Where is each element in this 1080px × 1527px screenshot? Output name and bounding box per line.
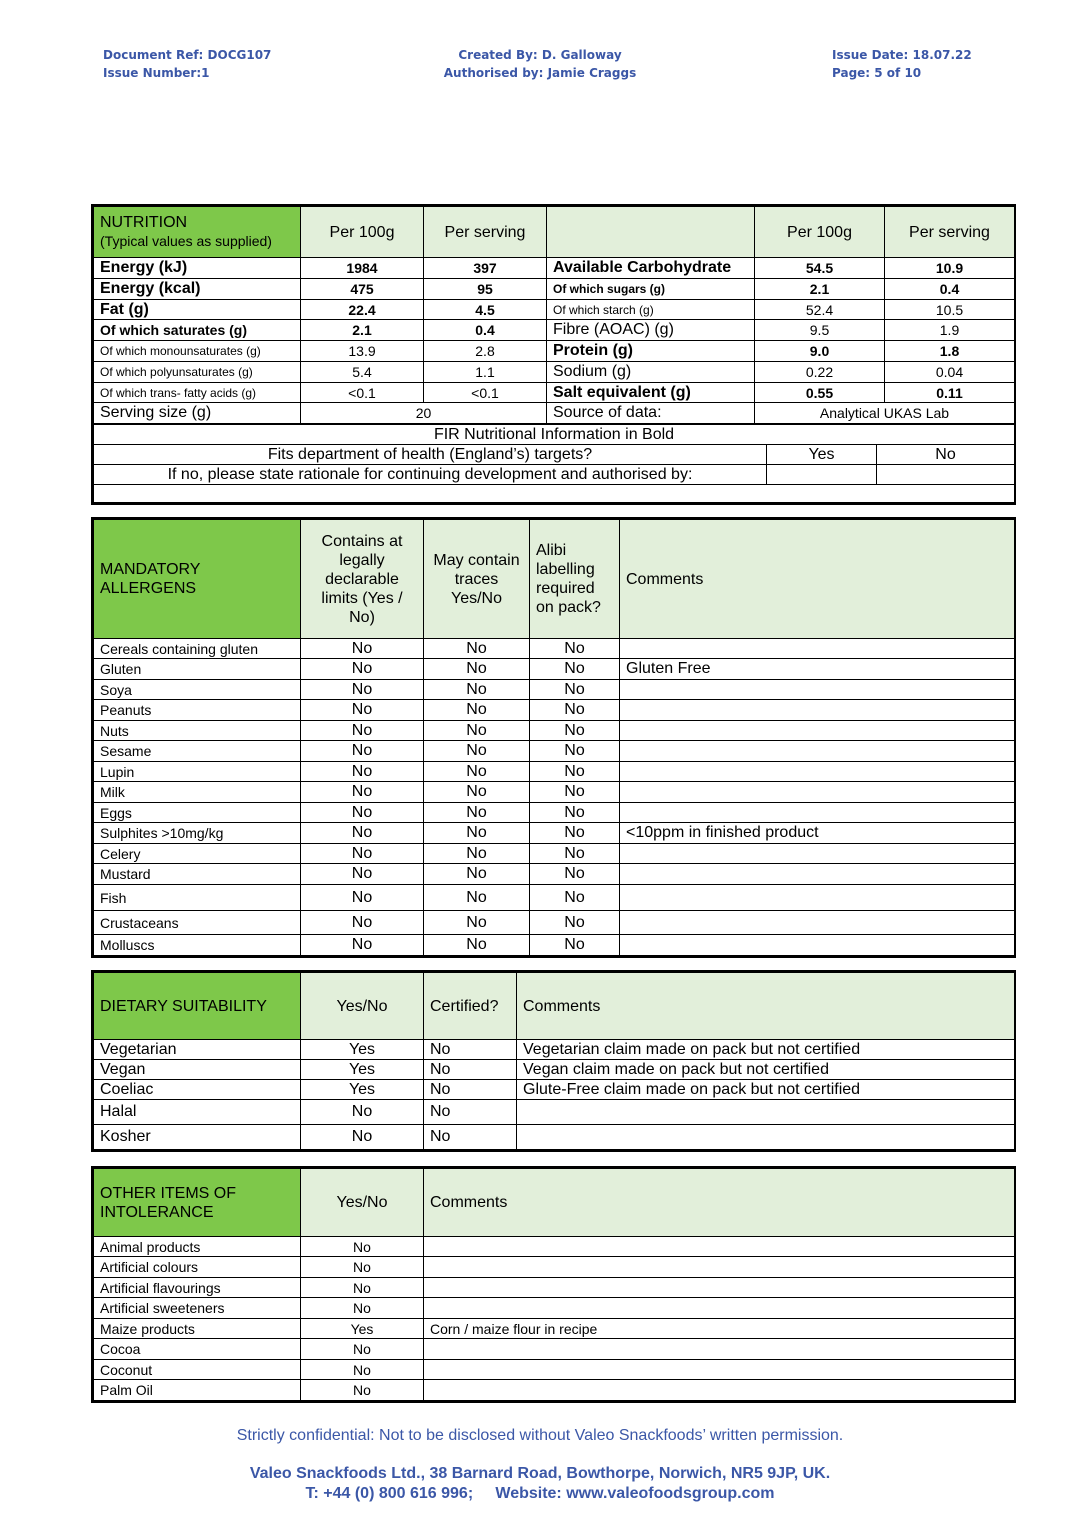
nutrient-label: Fibre (AOAC) (g) bbox=[547, 320, 755, 341]
diet-name: Halal bbox=[94, 1100, 301, 1125]
intolerance-comment: Corn / maize flour in recipe bbox=[424, 1319, 1015, 1339]
allergen-alibi: No bbox=[530, 721, 620, 741]
allergen-traces: No bbox=[424, 700, 530, 721]
issue-date: Issue Date: 18.07.22 bbox=[832, 48, 972, 62]
intolerance-title: OTHER ITEMS OF INTOLERANCE bbox=[94, 1169, 301, 1237]
nutrient-perserving: 1.1 bbox=[424, 362, 547, 383]
allergen-name: Milk bbox=[94, 782, 301, 803]
nutrient-perserving: 0.11 bbox=[885, 383, 1015, 403]
allergens-table bbox=[91, 517, 1016, 958]
allergen-comment bbox=[620, 700, 1015, 721]
intolerance-comment bbox=[424, 1257, 1015, 1278]
intolerance-name: Artificial colours bbox=[94, 1257, 301, 1278]
col-perserving-right: Per serving bbox=[885, 207, 1015, 258]
table-row bbox=[94, 803, 1015, 823]
allergen-alibi: No bbox=[530, 782, 620, 803]
nutrient-label: Sodium (g) bbox=[547, 362, 755, 383]
col-certified: Certified? bbox=[424, 973, 517, 1040]
intolerance-yesno: No bbox=[301, 1278, 424, 1298]
intolerance-comment bbox=[424, 1360, 1015, 1380]
allergen-name: Cereals containing gluten bbox=[94, 639, 301, 659]
nutrient-per100: 52.4 bbox=[755, 300, 885, 320]
allergen-comment bbox=[620, 885, 1015, 911]
nutrient-per100: <0.1 bbox=[301, 383, 424, 403]
nutrient-label: Of which monounsaturates (g) bbox=[94, 341, 301, 362]
intolerance-yesno: No bbox=[301, 1360, 424, 1380]
intolerance-yesno: No bbox=[301, 1257, 424, 1278]
table-row bbox=[94, 1060, 1015, 1080]
allergen-contains: No bbox=[301, 844, 424, 864]
col-yesno: Yes/No bbox=[301, 973, 424, 1040]
allergen-contains: No bbox=[301, 721, 424, 741]
nutrient-label: Protein (g) bbox=[547, 341, 755, 362]
authorised-by: Authorised by: Jamie Craggs bbox=[443, 66, 637, 80]
diet-certified: No bbox=[424, 1100, 517, 1125]
nutrient-label: Of which polyunsaturates (g) bbox=[94, 362, 301, 383]
allergen-alibi: No bbox=[530, 680, 620, 700]
col-yesno: Yes/No bbox=[301, 1169, 424, 1237]
serving-size-label: Serving size (g) bbox=[94, 403, 301, 424]
diet-name: Vegetarian bbox=[94, 1040, 301, 1060]
header-left bbox=[103, 46, 271, 82]
nutrient-perserving: 2.8 bbox=[424, 341, 547, 362]
allergen-contains: No bbox=[301, 700, 424, 721]
nutrient-label: Of which sugars (g) bbox=[547, 279, 755, 300]
allergen-comment: <10ppm in finished product bbox=[620, 823, 1015, 844]
table-row bbox=[94, 1360, 1015, 1380]
allergen-contains: No bbox=[301, 864, 424, 885]
allergen-name: Sesame bbox=[94, 741, 301, 762]
col-per100-right: Per 100g bbox=[755, 207, 885, 258]
allergen-name: Celery bbox=[94, 844, 301, 864]
nutrient-per100: 9.5 bbox=[755, 320, 885, 341]
allergen-contains: No bbox=[301, 935, 424, 956]
diet-yesno: No bbox=[301, 1100, 424, 1125]
allergen-traces: No bbox=[424, 911, 530, 935]
table-row bbox=[94, 762, 1015, 782]
nutrient-per100: 22.4 bbox=[301, 300, 424, 320]
table-row bbox=[94, 1319, 1015, 1339]
table-row bbox=[94, 700, 1015, 721]
fir-note: FIR Nutritional Information in Bold bbox=[94, 425, 1015, 445]
allergen-traces: No bbox=[424, 741, 530, 762]
nutrient-perserving: 0.4 bbox=[424, 320, 547, 341]
company-address: Valeo Snackfoods Ltd., 38 Barnard Road, Bowthorpe, Norwich, NR5 9JP, UK. bbox=[249, 1465, 831, 1482]
confidential-notice: Strictly confidential: Not to be disclosed without Valeo Snackfoods’ written permission. bbox=[236, 1427, 844, 1444]
diet-name: Coeliac bbox=[94, 1080, 301, 1100]
intolerance-yesno: No bbox=[301, 1339, 424, 1360]
allergen-comment bbox=[620, 935, 1015, 956]
nutrient-per100: 54.5 bbox=[755, 258, 885, 279]
intolerance-name: Artificial flavourings bbox=[94, 1278, 301, 1298]
allergen-alibi: No bbox=[530, 762, 620, 782]
allergen-comment bbox=[620, 782, 1015, 803]
allergen-alibi: No bbox=[530, 803, 620, 823]
allergen-name: Eggs bbox=[94, 803, 301, 823]
serving-size-value: 20 bbox=[301, 403, 547, 424]
allergen-traces: No bbox=[424, 639, 530, 659]
table-row bbox=[94, 1278, 1015, 1298]
diet-yesno: Yes bbox=[301, 1080, 424, 1100]
nutrition-row bbox=[94, 258, 1015, 279]
nutrient-label: Available Carbohydrate bbox=[547, 258, 755, 279]
allergen-alibi: No bbox=[530, 935, 620, 956]
allergen-contains: No bbox=[301, 659, 424, 680]
table-row bbox=[94, 864, 1015, 885]
intolerance-yesno: No bbox=[301, 1237, 424, 1257]
nutrition-table bbox=[91, 204, 1016, 505]
nutrition-subtitle: (Typical values as supplied) bbox=[100, 233, 272, 249]
dietary-table bbox=[91, 970, 1016, 1152]
allergen-alibi: No bbox=[530, 911, 620, 935]
nutrient-perserving: 10.9 bbox=[885, 258, 1015, 279]
nutrient-per100: 475 bbox=[301, 279, 424, 300]
diet-name: Kosher bbox=[94, 1125, 301, 1150]
table-row bbox=[94, 844, 1015, 864]
nutrition-row bbox=[94, 300, 1015, 320]
nutrient-perserving: 95 bbox=[424, 279, 547, 300]
allergen-name: Crustaceans bbox=[94, 911, 301, 935]
nutrient-label: Energy (kcal) bbox=[94, 279, 301, 300]
nutrition-row bbox=[94, 279, 1015, 300]
nutrient-per100: 2.1 bbox=[301, 320, 424, 341]
intolerance-yesno: Yes bbox=[301, 1319, 424, 1339]
intolerance-comment bbox=[424, 1380, 1015, 1401]
col-contains: Contains at legally declarable limits (Yes / No) bbox=[301, 520, 424, 639]
diet-yesno: No bbox=[301, 1125, 424, 1150]
allergen-comment bbox=[620, 680, 1015, 700]
allergen-name: Fish bbox=[94, 885, 301, 911]
intolerance-name: Cocoa bbox=[94, 1339, 301, 1360]
allergen-contains: No bbox=[301, 911, 424, 935]
allergen-comment bbox=[620, 721, 1015, 741]
intolerance-table bbox=[91, 1166, 1016, 1403]
diet-comment: Glute-Free claim made on pack but not certified bbox=[517, 1080, 1015, 1100]
nutrient-perserving: 397 bbox=[424, 258, 547, 279]
nutrient-perserving: 10.5 bbox=[885, 300, 1015, 320]
allergen-alibi: No bbox=[530, 741, 620, 762]
company-contact: T: +44 (0) 800 616 996; Website: www.valeofoodsgroup.com bbox=[305, 1485, 775, 1502]
header-right bbox=[832, 46, 972, 82]
allergen-traces: No bbox=[424, 803, 530, 823]
intolerance-name: Artificial sweeteners bbox=[94, 1298, 301, 1319]
table-row bbox=[94, 885, 1015, 911]
nutrient-label: Salt equivalent (g) bbox=[547, 383, 755, 403]
diet-comment bbox=[517, 1125, 1015, 1150]
allergen-alibi: No bbox=[530, 864, 620, 885]
nutrient-per100: 9.0 bbox=[755, 341, 885, 362]
allergen-name: Molluscs bbox=[94, 935, 301, 956]
diet-comment: Vegan claim made on pack but not certified bbox=[517, 1060, 1015, 1080]
allergens-title: MANDATORY ALLERGENS bbox=[94, 520, 301, 639]
allergen-alibi: No bbox=[530, 659, 620, 680]
nutrition-title-cell bbox=[94, 207, 301, 258]
nutrition-row bbox=[94, 383, 1015, 403]
col-traces: May contain traces Yes/No bbox=[424, 520, 530, 639]
table-row bbox=[94, 1125, 1015, 1150]
nutrient-per100: 13.9 bbox=[301, 341, 424, 362]
col-per100-left: Per 100g bbox=[301, 207, 424, 258]
allergen-name: Lupin bbox=[94, 762, 301, 782]
header-center bbox=[440, 46, 640, 82]
allergen-alibi: No bbox=[530, 700, 620, 721]
table-row bbox=[94, 659, 1015, 680]
col-perserving-left: Per serving bbox=[424, 207, 547, 258]
rationale-blank bbox=[877, 465, 1015, 485]
serving-row bbox=[94, 403, 1015, 424]
allergen-comment bbox=[620, 639, 1015, 659]
rationale-entry bbox=[94, 485, 1015, 503]
col-comments: Comments bbox=[517, 973, 1015, 1040]
nutrient-per100: 0.22 bbox=[755, 362, 885, 383]
intolerance-name: Coconut bbox=[94, 1360, 301, 1380]
table-row bbox=[94, 741, 1015, 762]
col-comments: Comments bbox=[424, 1169, 1015, 1237]
intolerance-comment bbox=[424, 1237, 1015, 1257]
nutrient-per100: 2.1 bbox=[755, 279, 885, 300]
company-footer bbox=[0, 1464, 1080, 1504]
nutrition-row bbox=[94, 341, 1015, 362]
col-blank bbox=[547, 207, 755, 258]
intolerance-name: Palm Oil bbox=[94, 1380, 301, 1401]
diet-comment: Vegetarian claim made on pack but not certified bbox=[517, 1040, 1015, 1060]
nutrient-perserving: 0.04 bbox=[885, 362, 1015, 383]
intolerance-comment bbox=[424, 1339, 1015, 1360]
table-row bbox=[94, 782, 1015, 803]
col-comments: Comments bbox=[620, 520, 1015, 639]
table-row bbox=[94, 1237, 1015, 1257]
allergen-alibi: No bbox=[530, 823, 620, 844]
table-row bbox=[94, 721, 1015, 741]
table-row bbox=[94, 1040, 1015, 1060]
allergen-comment bbox=[620, 762, 1015, 782]
intolerance-comment bbox=[424, 1298, 1015, 1319]
source-of-data-value: Analytical UKAS Lab bbox=[755, 403, 1015, 424]
allergen-traces: No bbox=[424, 680, 530, 700]
nutrition-title: NUTRITION bbox=[100, 214, 188, 231]
targets-no: No bbox=[877, 445, 1015, 465]
allergen-contains: No bbox=[301, 762, 424, 782]
allergen-name: Soya bbox=[94, 680, 301, 700]
diet-name: Vegan bbox=[94, 1060, 301, 1080]
nutrient-perserving: 4.5 bbox=[424, 300, 547, 320]
nutrient-per100: 0.55 bbox=[755, 383, 885, 403]
allergen-contains: No bbox=[301, 803, 424, 823]
rationale-blank bbox=[767, 465, 877, 485]
allergen-traces: No bbox=[424, 885, 530, 911]
allergen-contains: No bbox=[301, 823, 424, 844]
allergen-traces: No bbox=[424, 762, 530, 782]
nutrition-row bbox=[94, 362, 1015, 383]
doc-ref: Document Ref: DOCG107 bbox=[103, 48, 272, 62]
allergen-comment bbox=[620, 803, 1015, 823]
source-of-data-label: Source of data: bbox=[547, 403, 755, 424]
allergen-comment bbox=[620, 741, 1015, 762]
diet-yesno: Yes bbox=[301, 1060, 424, 1080]
intolerance-name: Maize products bbox=[94, 1319, 301, 1339]
targets-question: Fits department of health (England’s) targets? bbox=[94, 445, 767, 465]
allergen-traces: No bbox=[424, 721, 530, 741]
issue-number: Issue Number:1 bbox=[103, 66, 210, 80]
col-alibi: Alibi labelling required on pack? bbox=[530, 520, 620, 639]
allergen-traces: No bbox=[424, 864, 530, 885]
allergen-alibi: No bbox=[530, 885, 620, 911]
allergen-comment bbox=[620, 911, 1015, 935]
allergen-traces: No bbox=[424, 659, 530, 680]
allergen-comment bbox=[620, 844, 1015, 864]
allergen-name: Mustard bbox=[94, 864, 301, 885]
table-row bbox=[94, 680, 1015, 700]
allergen-name: Peanuts bbox=[94, 700, 301, 721]
diet-yesno: Yes bbox=[301, 1040, 424, 1060]
table-row bbox=[94, 1380, 1015, 1401]
created-by: Created By: D. Galloway bbox=[458, 48, 622, 62]
targets-yes: Yes bbox=[767, 445, 877, 465]
allergen-comment: Gluten Free bbox=[620, 659, 1015, 680]
allergen-contains: No bbox=[301, 782, 424, 803]
allergen-contains: No bbox=[301, 885, 424, 911]
allergen-name: Gluten bbox=[94, 659, 301, 680]
allergen-traces: No bbox=[424, 823, 530, 844]
nutrition-row bbox=[94, 320, 1015, 341]
table-row bbox=[94, 639, 1015, 659]
diet-certified: No bbox=[424, 1125, 517, 1150]
intolerance-yesno: No bbox=[301, 1380, 424, 1401]
allergen-contains: No bbox=[301, 639, 424, 659]
allergen-name: Sulphites >10mg/kg bbox=[94, 823, 301, 844]
allergen-contains: No bbox=[301, 741, 424, 762]
allergen-name: Nuts bbox=[94, 721, 301, 741]
allergen-traces: No bbox=[424, 844, 530, 864]
nutrient-label: Of which saturates (g) bbox=[94, 320, 301, 341]
table-row bbox=[94, 1100, 1015, 1125]
intolerance-yesno: No bbox=[301, 1298, 424, 1319]
allergen-alibi: No bbox=[530, 639, 620, 659]
dietary-title: DIETARY SUITABILITY bbox=[94, 973, 301, 1040]
nutrient-per100: 5.4 bbox=[301, 362, 424, 383]
table-row bbox=[94, 935, 1015, 956]
nutrient-label: Fat (g) bbox=[94, 300, 301, 320]
diet-certified: No bbox=[424, 1040, 517, 1060]
nutrient-perserving: 1.9 bbox=[885, 320, 1015, 341]
nutrient-per100: 1984 bbox=[301, 258, 424, 279]
diet-certified: No bbox=[424, 1080, 517, 1100]
page-number: Page: 5 of 10 bbox=[832, 66, 922, 80]
allergen-comment bbox=[620, 864, 1015, 885]
diet-certified: No bbox=[424, 1060, 517, 1080]
nutrient-perserving: 0.4 bbox=[885, 279, 1015, 300]
allergen-alibi: No bbox=[530, 844, 620, 864]
diet-comment bbox=[517, 1100, 1015, 1125]
allergen-traces: No bbox=[424, 782, 530, 803]
table-row bbox=[94, 1298, 1015, 1319]
table-row bbox=[94, 1257, 1015, 1278]
table-row bbox=[94, 911, 1015, 935]
allergen-contains: No bbox=[301, 680, 424, 700]
intolerance-name: Animal products bbox=[94, 1237, 301, 1257]
intolerance-comment bbox=[424, 1278, 1015, 1298]
nutrient-perserving: <0.1 bbox=[424, 383, 547, 403]
table-row bbox=[94, 1339, 1015, 1360]
nutrient-label: Energy (kJ) bbox=[94, 258, 301, 279]
nutrient-label: Of which starch (g) bbox=[547, 300, 755, 320]
nutrient-label: Of which trans- fatty acids (g) bbox=[94, 383, 301, 403]
table-row bbox=[94, 1080, 1015, 1100]
rationale-label: If no, please state rationale for continuing development and authorised by: bbox=[94, 465, 767, 485]
table-row bbox=[94, 823, 1015, 844]
allergen-traces: No bbox=[424, 935, 530, 956]
nutrient-perserving: 1.8 bbox=[885, 341, 1015, 362]
